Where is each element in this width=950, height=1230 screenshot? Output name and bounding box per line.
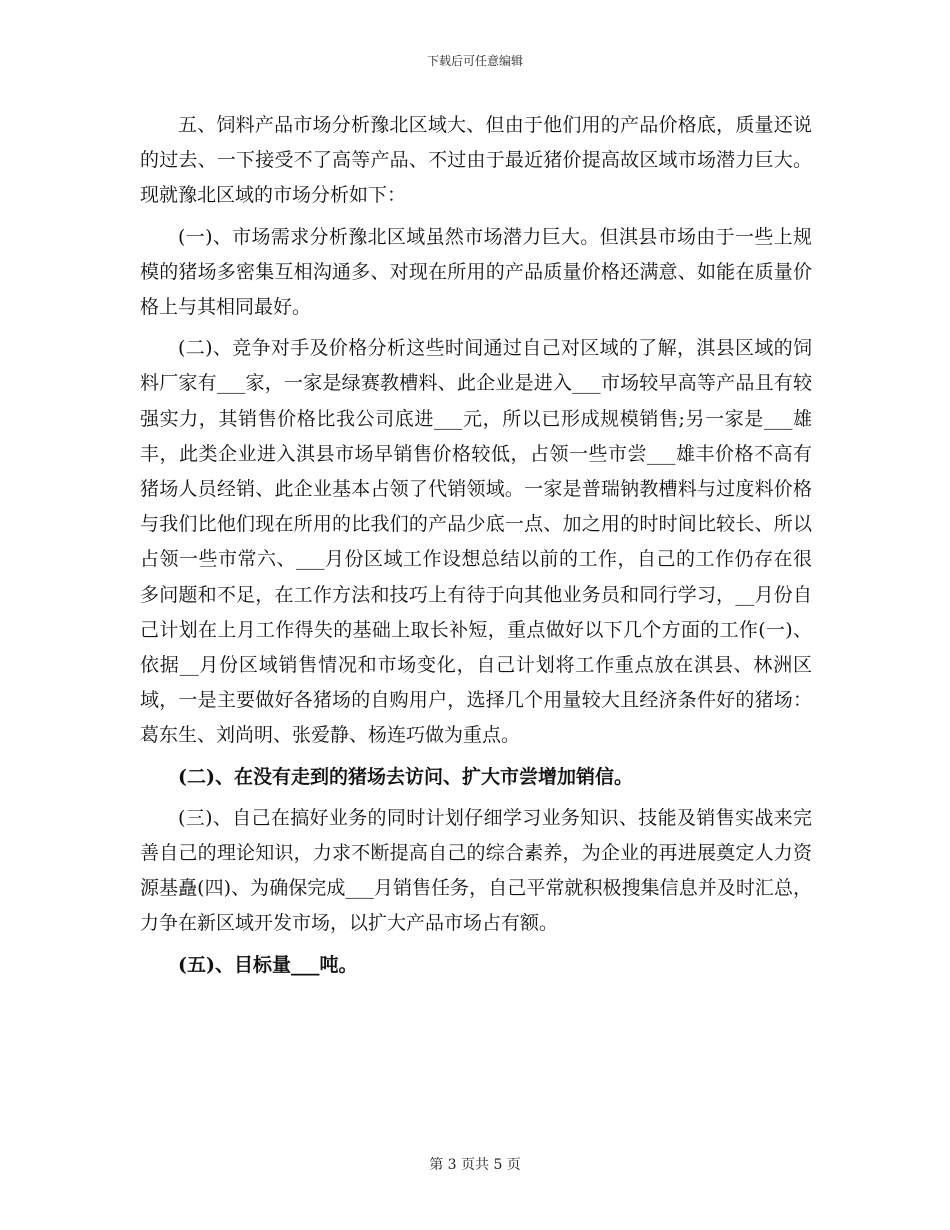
- paragraph-self-study: (三)、自己在搞好业务的同时计划仔细学习业务知识、技能及销售实战来完善自己的理论知识，力求不断提高自己的综合素养，为企业的再进展奠定人力资源基矗(四)、为确保完成___月销售任务，自己平常就积极搜集信息并及时汇总，力争在新区域开发市场，以扩大产品市场占有额。: [140, 806, 812, 935]
- paragraph-demand-analysis: (一)、市场需求分析豫北区域虽然市场潜力巨大。但淇县市场由于一些上规模的猪场多密集互相沟通多、对现在所用的产品质量价格还满意、如能在质量价格上与其相同最好。: [140, 225, 812, 319]
- page-header: 下载后可任意编辑: [426, 54, 523, 68]
- paragraph-visit-farms: (二)、在没有走到的猪场去访问、扩大市尝增加销信。: [178, 765, 633, 788]
- paragraph-market-analysis: 五、饲料产品市场分析豫北区域大、但由于他们用的产品价格底，质量还说的过去、一下接受不了高等产品、不过由于最近猪价提高故区域市场潜力巨大。现就豫北区域的市场分析如下：: [140, 114, 812, 207]
- paragraph-target-volume: (五)、目标量___吨。: [178, 953, 358, 976]
- paragraph-competitor-analysis: (二)、竞争对手及价格分析这些时间通过自己对区域的了解，淇县区域的饲料厂家有___家，一家是绿赛教槽料、此企业是进入___市场较早高等产品且有较强实力，其销售价格比我公司底进___元，所以已形成规模销售;另一家是___雄丰，此类企业进入淇县市场早销售价格较低，占领一些市尝___雄丰价格不高有猪场人员经销、此企业基本占领了代销领域。一家是普瑞钠教槽料与过度料价格与我们比他们现在所用的比我们的产品少底一点、加之用的时时间比较长、所以占领一些市常六、___月份区域工作设想总结以前的工作，自己的工作仍存在很多问题和不足，在工作方法和技巧上有待于向其他业务员和同行学习，__月份自己计划在上月工作得失的基础上取长补短，重点做好以下几个方面的工作(一)、依据__月份区域销售情况和市场变化，自己计划将工作重点放在淇县、林洲区域，一是主要做好各猪场的自购用户，选择几个用量较大且经济条件好的猪场：葛东生、刘尚明、张爱静、杨连巧做为重点。: [140, 337, 812, 747]
- document-body: [140, 108, 812, 989]
- page-footer: 第 3 页共 5 页: [429, 1157, 521, 1173]
